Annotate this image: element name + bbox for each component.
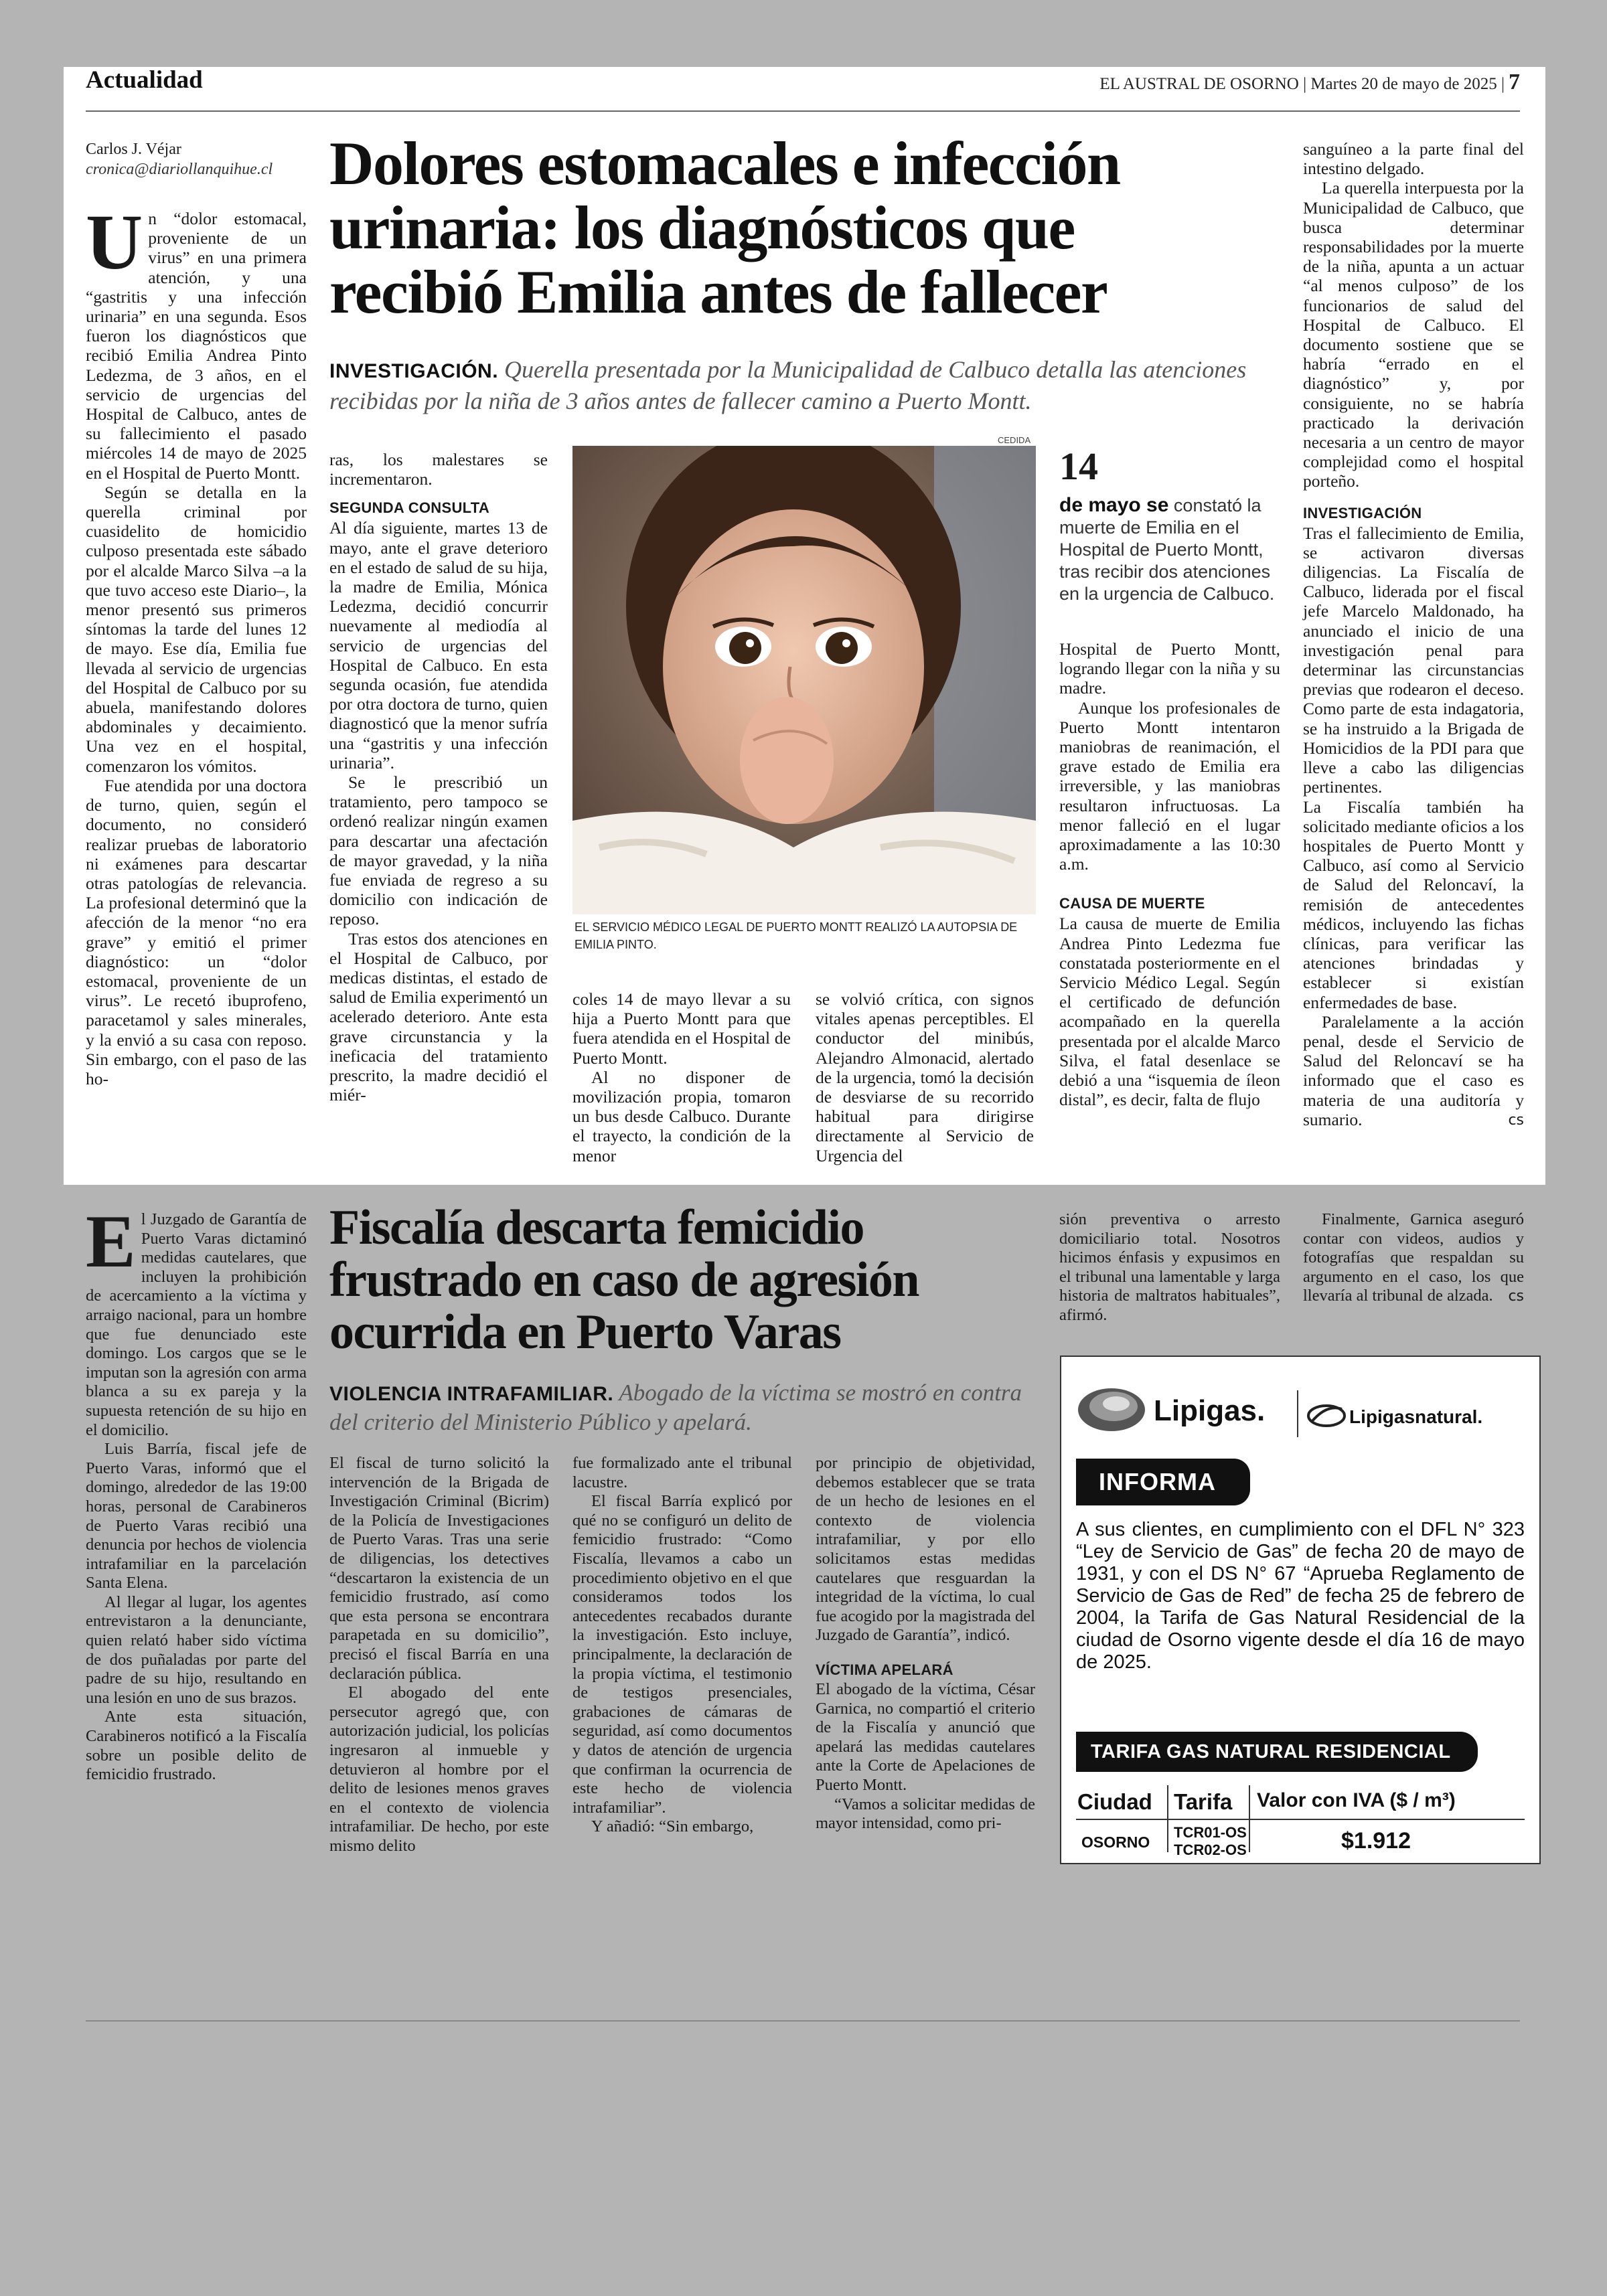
article1-column-3 (572, 989, 791, 1165)
paragraph: ras, los malestares se incrementaron. (329, 450, 548, 489)
author-name: Carlos J. Véjar (86, 141, 181, 158)
article2-column-5 (1059, 1210, 1280, 1325)
subhead-investigacion: INVESTIGACIÓN (1303, 504, 1422, 521)
footer-rule (86, 2020, 1520, 2022)
photo-caption: EL SERVICIO MÉDICO LEGAL DE PUERTO MONTT REALIZÓ LA AUTOPSIA DE EMILIA PINTO. (575, 920, 1018, 951)
paragraph: n “dolor estomacal, proveniente de un virus” en una primera atención, y una “gastritis y una infección urinaria” en una segunda. Esos fueron los diagnósticos que recibió Emilia Andrea Pinto Ledezma, de 3 años, en el servicio de urgencias del Hospital de Calbuco, antes de su fallecimiento el pasado miércoles 14 de mayo de 2025 en el Hospital de Puerto Montt. (86, 209, 307, 483)
informa-banner: INFORMA (1076, 1459, 1250, 1505)
paragraph: El abogado de la víctima, César Garnica, no compartió el criterio de la Fiscalía y anunció que apelará las medidas cautelares ante la Corte de Apelaciones de Puerto Montt. (816, 1679, 1035, 1794)
lipigasnatural-swirl-icon (1306, 1402, 1347, 1429)
paragraph: sanguíneo a la parte final del intestino delgado. (1303, 139, 1524, 179)
headline-line: recibió Emilia antes de fallecer (329, 258, 1107, 326)
article1-column-2 (329, 450, 548, 1105)
lipigas-flame-icon (1075, 1380, 1148, 1440)
subhead-causa-de-muerte: CAUSA DE MUERTE (1059, 895, 1205, 912)
paragraph: El abogado del ente persecutor agregó que, con autorización judicial, los policías ingresaron al inmueble y detuvieron al hombre por el delito de lesiones menos graves en el contexto de violencia intrafamiliar. De hecho, por este mismo delito (329, 1684, 549, 1855)
article2-column-4 (816, 1454, 1035, 1833)
paragraph: La Fiscalía también ha solicitado mediante oficios a los hospitales de Puerto Montt y Calbuco, así como al Servicio de Salud del Reloncaví, la remisión de antecedentes médicos, incluyendo las fichas clínicas, para verificar las atenciones brindadas y establecer si existían enfermedades de base. (1303, 797, 1524, 1012)
photo-girl (572, 446, 1036, 914)
paragraph: La causa de muerte de Emilia Andrea Pinto Ledezma fue constatada posteriormente en el Servicio Médico Legal. Según el certificado de defunción acompañado en la querella presentada por el alcalde Marco Silva, el fatal desenlace se debió a una “isquemia de íleon distal”, es decir, falta de flujo (1059, 914, 1280, 1110)
date-callout-text (1059, 494, 1280, 605)
masthead (1004, 70, 1520, 95)
table-header-tariff: Tarifa (1174, 1789, 1233, 1814)
headline-line: frustrado en caso de agresión (329, 1252, 919, 1307)
paragraph: fue formalizado ante el tribunal lacustre. (572, 1454, 792, 1491)
publication-date: EL AUSTRAL DE OSORNO | Martes 20 de mayo de 2025 | (1099, 75, 1505, 93)
date-callout-bold: de mayo se (1059, 494, 1169, 516)
paragraph: Según se detalla en la querella criminal por cuasidelito de homicidio culposo presentada este sábado por el alcalde Marco Silva –a la que tuvo acceso este Diario–, la menor presentó sus primeros síntomas la tarde del lunes 12 de mayo. Ese día, Emilia fue llevada al servicio de urgencias del Hospital de Calbuco por su abuela, manifestando dolores abdominales y decaimiento. Una vez en el hospital, comenzaron los vómitos. (86, 482, 307, 776)
paragraph: Aunque los profesionales de Puerto Montt intentaron maniobras de reanimación, el grave estado de Emilia era irreversible, y las maniobras resultaron infructuosas. La menor falleció en el lugar aproximadamente a las 10:30 a.m. (1059, 698, 1280, 874)
table-header-rule (1076, 1819, 1525, 1820)
paragraph: por principio de objetividad, debemos establecer que se trata de un hecho de lesiones en el contexto de violencia intrafamiliar, y por ello solicitamos estas medidas cautelares que resguardan la integridad de la víctima, lo cual fue acogido por la magistrada del Juzgado de Garantía”, indicó. (816, 1454, 1035, 1645)
deck-kicker: VIOLENCIA INTRAFAMILIAR. (329, 1383, 614, 1405)
article1-column-1 (86, 198, 307, 1088)
paragraph: Al día siguiente, martes 13 de mayo, ante el grave deterioro en el estado de salud de su hija, la madre de Emilia, Mónica Ledezma, decidió concurrir nuevamente al mediodía al servicio de urgencias del Hospital de Calbuco. En esta segunda ocasión, fue atendida por otra doctora de turno, quien diagnosticó que la menor sufría una “gastritis y una infección urinaria”. (329, 518, 548, 772)
paragraph: Y añadió: “Sin embargo, (591, 1817, 754, 1836)
end-mark-icon: cs (1508, 1287, 1524, 1305)
article1-headline (329, 131, 1280, 324)
paragraph: Se le prescribió un tratamiento, pero tampoco se ordenó realizar ningún examen para descartar una afectación de mayor gravedad, y la niña fue enviada de regreso a su domicilio con indicación de reposo. (329, 772, 548, 929)
paragraph: Paralelamente a la acción penal, desde el Servicio de Salud del Reloncaví se ha informado que el caso es materia de una auditoría y sumario. (1303, 1011, 1524, 1129)
table-cell-tariff-2: TCR02-OS (1174, 1841, 1247, 1858)
headline-line: urinaria: los diagnósticos que (329, 193, 1075, 262)
article1-deck (329, 355, 1280, 416)
paragraph: “Vamos a solicitar medidas de mayor intensidad, como pri- (816, 1795, 1035, 1833)
page-number: 7 (1509, 70, 1520, 94)
paragraph: sión preventiva o arresto domiciliario total. Nosotros hicimos énfasis y expusimos en el tribunal una lamentable y larga historia de maltratos habituales”, afirmó. (1059, 1210, 1280, 1324)
date-callout-number: 14 (1059, 444, 1098, 488)
subhead-victima-apelara: VÍCTIMA APELARÁ (816, 1661, 953, 1678)
dropcap: U (86, 198, 143, 286)
photo-credit: CEDIDA (998, 435, 1031, 445)
paragraph: coles 14 de mayo llevar a su hija a Puerto Montt para que fuera atendida en el Hospital de Puerto Montt. (572, 989, 791, 1068)
headline-line: Fiscalía descarta femicidio (329, 1200, 864, 1255)
headline-line: ocurrida en Puerto Varas (329, 1305, 841, 1360)
deck-kicker: INVESTIGACIÓN. (329, 360, 499, 382)
article2-headline (329, 1202, 1039, 1358)
author-email[interactable]: cronica@diariollanquihue.cl (86, 161, 273, 178)
section-label: Actualidad (86, 66, 203, 94)
photo-illustration (572, 446, 1036, 914)
article2-column-2 (329, 1454, 549, 1856)
paragraph: La querella interpuesta por la Municipalidad de Calbuco, que busca determinar responsabilidades por la muerte de la niña, apunta a un actuar “al menos culposo” de los funcionarios de salud del Hospital de Calbuco. El documento sostiene que se habría “errado en el diagnóstico” y, por consiguiente, no se habría practicado la derivación necesaria a un centro de mayor complejidad como el hospital porteño. (1303, 178, 1524, 491)
paragraph: El fiscal de turno solicitó la intervención de la Brigada de Investigación Criminal (Bicrim) de la Policía de Investigaciones de Puerto Varas. Tras una serie de diligencias, los detectives “descartaron la existencia de un femicidio frustrado, así como que esta persona se encontrara parapetada en su domicilio”, precisó el fiscal Barría en una declaración pública. (329, 1454, 549, 1683)
table-cell-city: OSORNO (1081, 1833, 1150, 1851)
paragraph: Tras estos dos atenciones en el Hospital de Calbuco, por medicas distintas, el estado de salud de Emilia experimentó un acelerado deterioro. Ante esta grave circunstancia y la ineficacia del tratamiento prescrito, la madre decidió el miér- (329, 928, 548, 1105)
paragraph: l Juzgado de Garantía de Puerto Varas dictaminó medidas cautelares, que incluyen la prohibición de acercamiento a la víctima y arraigo nacional, para un hombre que fue denunciado este domingo. Los cargos que se le imputan son la agresión con arma blanca a su ex pareja y la supuesta retención de su hijo en el domicilio. (86, 1210, 307, 1439)
paragraph: Al llegar al lugar, los agentes entrevistaron a la denunciante, quien relató haber sido víctima de dos puñaladas por parte del padre de su hijo, resultando en una lesión en uno de sus brazos. (86, 1592, 307, 1707)
paragraph: Hospital de Puerto Montt, logrando llegar con la niña y su madre. (1059, 639, 1280, 698)
subhead-segunda-consulta: SEGUNDA CONSULTA (329, 499, 490, 517)
article1-column-6 (1303, 139, 1524, 1130)
lipigasnatural-logo: Lipigasnatural. (1349, 1406, 1483, 1427)
paragraph: El fiscal Barría explicó por qué no se configuró un delito de femicidio frustrado: “Como Fiscalía, llevamos a cabo un procedimiento objetivo en el que consideramos todos los antecedentes recabados durante la investigación. Esto incluye, principalmente, la declaración de la propia víctima, el testimonio de testigos presenciales, grabaciones de cámaras de seguridad, así como documentos y datos de atención de urgencia que confirman la ocurrencia de este hecho de violencia intrafamiliar”. (572, 1492, 792, 1817)
paragraph: Finalmente, Garnica aseguró contar con videos, audios y fotografías que respaldan su argumento en el caso, los que llevaría al tribunal de alzada. (1303, 1210, 1524, 1305)
table-cell-value: $1.912 (1341, 1828, 1411, 1854)
article1-column-4 (816, 989, 1034, 1165)
table-header-city: Ciudad (1077, 1789, 1152, 1814)
end-mark-icon: cs (1508, 1111, 1524, 1129)
deck-text: Querella presentada por la Municipalidad de Calbuco detalla las atenciones recibidas por la niña de 3 años antes de fallecer camino a Puerto Montt. (329, 356, 1247, 414)
header-rule (86, 110, 1520, 112)
paragraph: Fue atendida por una doctora de turno, quien, según el documento, no consideró realizar pruebas de laboratorio ni exámenes para descartar otras patologías de relevancia. La profesional determinó que la afección de la menor “no era grave” y emitió el primer diagnóstico: un “dolor estomacal, proveniente de un virus”. Le recetó ibuprofeno, paracetamol y sales minerales, y la envió a su casa con reposo. Sin embargo, con el paso de las ho- (86, 775, 307, 1088)
article2-deck (329, 1379, 1039, 1437)
lipigas-ad (1060, 1356, 1541, 1864)
paragraph: Al no disponer de movilización propia, tomaron un bus desde Calbuco. Durante el trayecto, la condición de la menor (572, 1067, 791, 1165)
article1-column-5 (1059, 639, 1280, 1109)
table-header-value: Valor con IVA ($ / m³) (1257, 1789, 1456, 1811)
logo-divider (1297, 1390, 1298, 1437)
article2-column-6 (1303, 1210, 1524, 1307)
paragraph: Ante esta situación, Carabineros notificó a la Fiscalía sobre un posible delito de femicidio frustrado. (86, 1708, 307, 1784)
article2-column-3 (572, 1454, 792, 1837)
dropcap: E (86, 1200, 136, 1283)
ad-body: A sus clientes, en cumplimiento con el DFL N° 323 “Ley de Servicio de Gas” de fecha 20 de mayo de 1931, y con el DS N° 67 “Aprueba Reglamento de Servicio de Gas de Red” de fecha 25 de febrero de 2004, la Tarifa de Gas Natural Residencial de la ciudad de Osorno vigente desde el día 16 de mayo de 2025. (1076, 1519, 1525, 1673)
lipigas-logo: Lipigas. (1154, 1394, 1266, 1427)
deck-text: Abogado de la víctima se mostró en contra del criterio del Ministerio Público y apelará. (329, 1380, 1022, 1435)
headline-line: Dolores estomacales e infección (329, 129, 1120, 197)
paragraph: se volvió crítica, con signos vitales apenas perceptibles. El conductor del minibús, Alejandro Almonacid, alertado de la urgencia, tomó la decisión de desviarse de su recorrido habitual para dirigirse directamente al Servicio de Urgencia del (816, 989, 1034, 1165)
table-cell-tariff-1: TCR01-OS (1174, 1824, 1247, 1841)
article2-column-1 (86, 1200, 307, 1785)
paragraph: Luis Barría, fiscal jefe de Puerto Varas, informó que el domingo, alrededor de las 19:00 horas, personal de Carabineros de Puerto Varas recibió una denuncia por hechos de violencia intrafamiliar en la parcelación Santa Elena. (86, 1440, 307, 1592)
paragraph: Tras el fallecimiento de Emilia, se activaron diversas diligencias. La Fiscalía de Calbuco, liderada por el fiscal jefe Marcelo Maldonado, ha anunciado el inicio de una investigación penal para determinar las circunstancias previas que rodearon el deceso. Como parte de esta indagatoria, se ha instruido a la Brigada de Homicidios de la PDI para que lleve a cabo las diligencias pertinentes. (1303, 523, 1524, 797)
byline (86, 139, 313, 179)
tariff-table-title: TARIFA GAS NATURAL RESIDENCIAL (1076, 1732, 1478, 1772)
date-callout-body: constató la muerte de Emilia en el Hospital de Puerto Montt, tras recibir dos atenciones en la urgencia de Calbuco. (1059, 495, 1275, 604)
